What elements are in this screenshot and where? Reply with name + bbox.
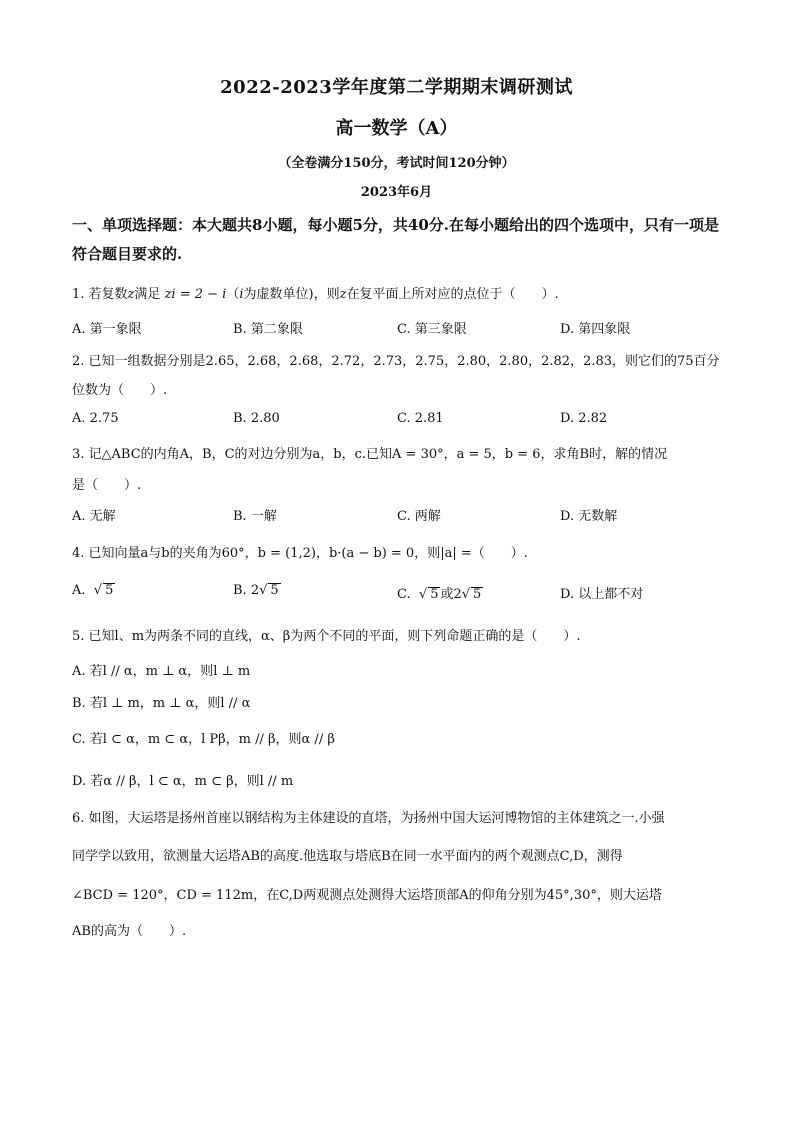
question-3-option-b: B. 一解 xyxy=(233,509,277,524)
question-4-option-b: B. 2√ 5 xyxy=(233,583,279,598)
question-1-option-c: C. 第三象限 xyxy=(397,322,467,337)
question-2-option-c: C. 2.81 xyxy=(397,411,444,426)
question-3-stem-line2: 是（ ）. xyxy=(72,478,142,493)
question-5-option-d: D. 若α // β，l ⊂ α，m ⊂ β，则l // m xyxy=(72,774,294,789)
question-3-option-a: A. 无解 xyxy=(72,509,116,524)
question-6-line2: 同学学以致用，欲测量大运塔AB的高度.他选取与塔底B在同一水平面内的两个观测点C,D，测得 xyxy=(72,849,623,864)
question-6-line1: 6. 如图，大运塔是扬州首座以钢结构为主体建设的直塔，为扬州中国大运河博物馆的主体建筑之一.小强 xyxy=(72,811,665,826)
question-3-option-d: D. 无数解 xyxy=(560,509,618,524)
question-4-option-a: A. √ 5 xyxy=(72,583,114,598)
question-1-stem: 1. 若复数z满足 zi = 2 − i（i为虚数单位)，则z在复平面上所对应的点位于（ ）. xyxy=(72,287,559,302)
question-3-option-c: C. 两解 xyxy=(397,509,441,524)
question-5-option-b: B. 若l ⊥ m，m ⊥ α，则l // α xyxy=(72,696,251,711)
exam-note: （全卷满分150分，考试时间120分钟） xyxy=(278,156,515,171)
section-heading: 一、单项选择题：本大题共8小题，每小题5分，共40分.在每小题给出的四个选项中，只有一项是符合题目要求的. xyxy=(72,216,719,263)
radicand: 5 xyxy=(473,587,482,602)
question-2-stem-line2: 位数为（ ）. xyxy=(72,383,168,398)
question-5-stem: 5. 已知l、m为两条不同的直线，α、β为两个不同的平面，则下列命题正确的是（ ）. xyxy=(72,629,581,644)
question-6-line4: AB的高为（ ）. xyxy=(72,924,187,939)
question-6-line3: ∠BCD = 120°，CD = 112m，在C,D两观测点处测得大运塔顶部A的仰角分别为45°,30°，则大运塔 xyxy=(72,888,662,903)
radicand: 5 xyxy=(430,587,439,602)
question-4-option-c: C. √ 5 或2√ 5 xyxy=(397,587,482,602)
question-4-option-d: D. 以上都不对 xyxy=(560,587,644,602)
question-1-option-a: A. 第一象限 xyxy=(72,322,142,337)
question-4-stem: 4. 已知向量a与b的夹角为60°，b = (1,2)，b·(a − b) = 0，则|a| =（ ）. xyxy=(72,546,528,561)
question-2-option-a: A. 2.75 xyxy=(72,411,119,426)
question-5-option-c: C. 若l ⊂ α，m ⊂ α，l Pβ，m // β，则α // β xyxy=(72,732,335,747)
radicand: 5 xyxy=(270,583,279,598)
question-2-option-b: B. 2.80 xyxy=(233,411,280,426)
radicand: 5 xyxy=(105,583,114,598)
question-5-option-a: A. 若l // α，m ⊥ α，则l ⊥ m xyxy=(72,664,251,679)
question-2-option-d: D. 2.82 xyxy=(560,411,608,426)
question-1-option-d: D. 第四象限 xyxy=(560,322,631,337)
page-subtitle: 高一数学（A） xyxy=(335,118,458,139)
page-title: 2022-2023学年度第二学期期末调研测试 xyxy=(220,77,573,98)
question-2-stem-line1: 2. 已知一组数据分别是2.65，2.68，2.68，2.72，2.73，2.75，2.80，2.80，2.82，2.83，则它们的75百分 xyxy=(72,354,720,369)
question-1-option-b: B. 第二象限 xyxy=(233,322,303,337)
exam-date: 2023年6月 xyxy=(360,185,433,200)
question-3-stem-line1: 3. 记△ABC的内角A，B，C的对边分别为a，b，c.已知A = 30°，a = 5，b = 6，求角B时，解的情况 xyxy=(72,447,668,462)
